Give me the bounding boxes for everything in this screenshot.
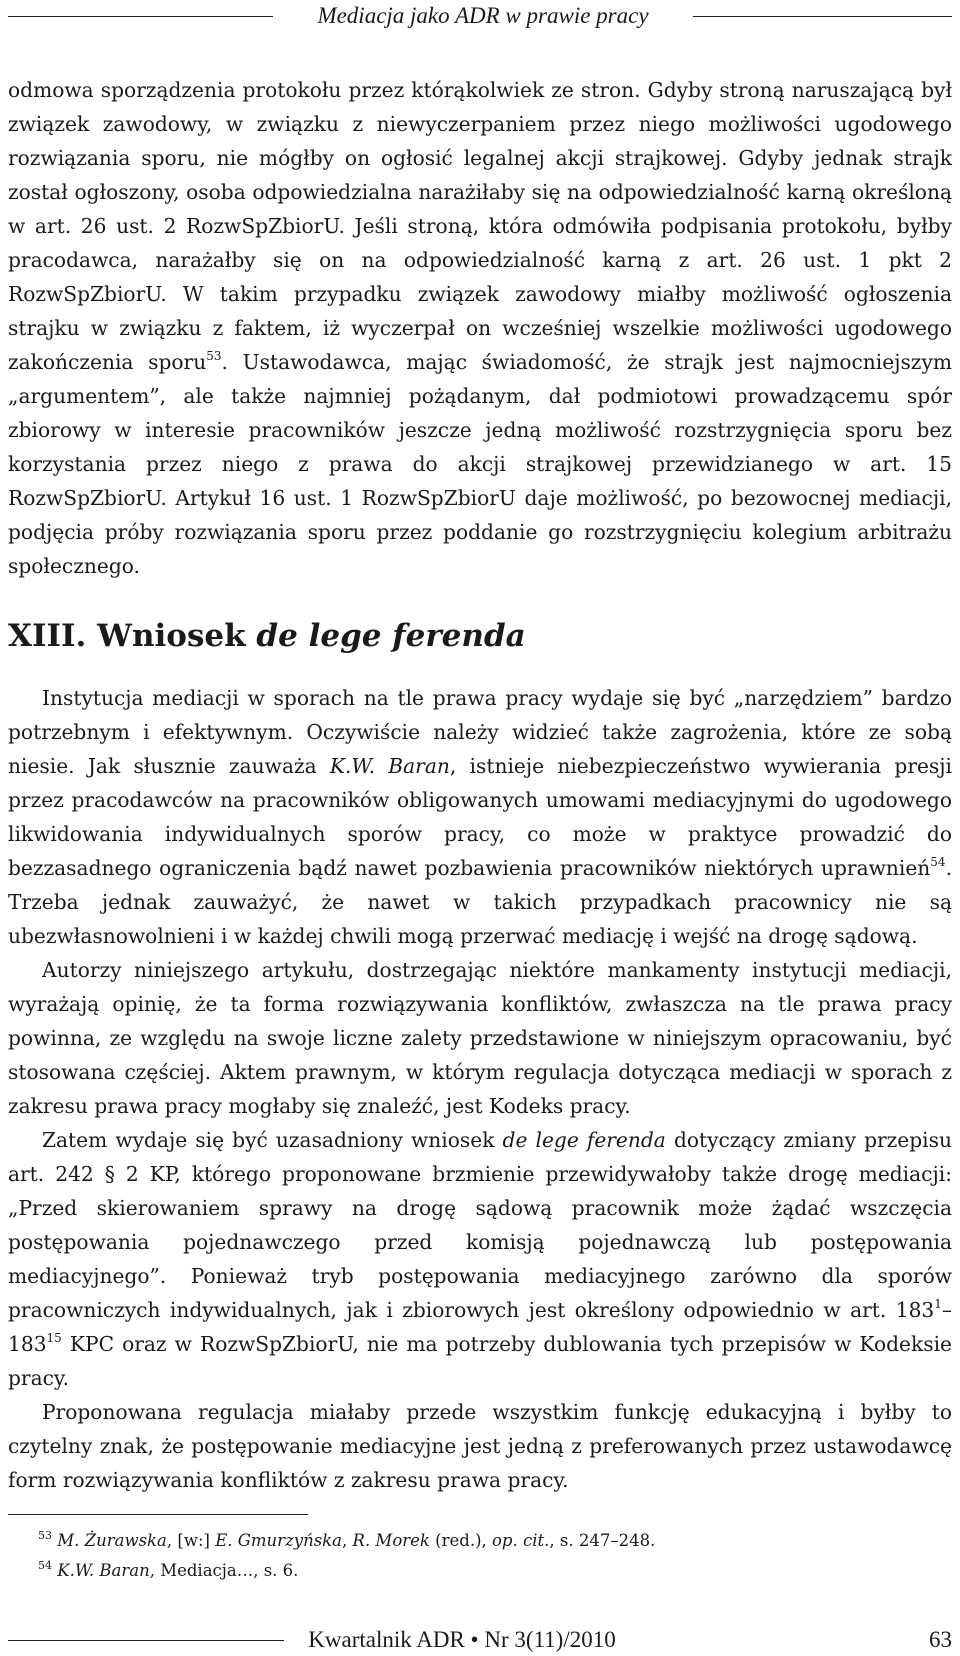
footnote-number: 53 xyxy=(38,1529,52,1542)
paragraph-4-italic: de lege ferenda xyxy=(502,1128,666,1152)
paragraph-3: Autorzy niniejszego artykułu, dostrzegając niektóre mankamenty instytucji mediacji, wyrażają opinię, że ta forma rozwiązywania konfliktów, zwłaszcza na tle prawa pracy powinna, ze względu na swoje liczne zalety przedstawione w niniejszym opracowaniu, być stosowana częściej. Aktem prawnym, w którym regulacja dotycząca mediacji w sporach z zakresu prawa pracy mogłaby się znaleźć, jest Kodeks pracy. xyxy=(8,958,952,1118)
footnote-author: M. Żurawska xyxy=(57,1531,167,1550)
paragraph-1-text-b: . Ustawodawca, mając świadomość, że strajk jest najmocniejszym „argumentem”, ale także najmniej pożądanym, dał podmiotowi prowadzącemu spór zbiorowy w interesie pracowników jeszcze jedną możliwość rozstrzygnięcia sporu bez korzystania przez niego z prawa do akcji strajkowej przewidzianego w art. 15 RozwSpZbiorU. Artykuł 16 ust. 1 RozwSpZbiorU daje możliwość, po bezowocnej mediacji, podjęcia próby rozwiązania sporu przez poddanie go rozstrzygnięciu kolegium arbitrażu społecznego. xyxy=(8,350,952,578)
footer-rule xyxy=(8,1640,284,1641)
paragraph-2-text-c: . Trzeba jednak zauważyć, że nawet w takich przypadkach pracownicy nie są ubezwłasnowolnieni i w każdej chwili mogą przerwać mediację i wejść na drogę sądową. xyxy=(8,856,952,948)
footnote-text: , s. 247–248. xyxy=(549,1531,656,1550)
body-text xyxy=(8,73,952,1497)
footnote-ref-53: 53 xyxy=(206,349,222,363)
footnote-text: , [w:] xyxy=(166,1531,216,1550)
footer-journal: Kwartalnik ADR • Nr 3(11)/2010 xyxy=(308,1627,616,1652)
footnote-author: R. Morek xyxy=(352,1531,430,1550)
paragraph-4 xyxy=(8,1123,952,1395)
footnote-rule xyxy=(8,1514,308,1515)
paragraph-2-text-a: Instytucja mediacji w sporach na tle prawa pracy wydaje się być „narzędziem” bardzo potrzebnym i efektywnym. Oczywiście należy widzieć także zagrożenia, które ze sobą niesie. Jak słusznie zauważa xyxy=(8,686,952,778)
footnote-54 xyxy=(38,1556,938,1586)
footnotes xyxy=(38,1526,938,1586)
header-rule-left xyxy=(8,16,273,17)
author-name: K.W. Baran xyxy=(329,754,450,778)
paragraph-4-text-a: Zatem wydaje się być uzasadniony wniosek xyxy=(42,1128,503,1152)
paragraph-2 xyxy=(8,681,952,953)
page-number: 63 xyxy=(929,1627,952,1652)
superscript-15: 15 xyxy=(46,1331,62,1345)
superscript-1: 1 xyxy=(934,1297,942,1311)
footnote-number: 54 xyxy=(38,1559,52,1572)
footnote-text: , xyxy=(342,1531,353,1550)
section-heading-italic: de lege ferenda xyxy=(256,618,526,654)
section-heading-number: XIII. Wniosek xyxy=(8,618,257,654)
footnote-ref-54: 54 xyxy=(930,855,946,869)
footnote-text: (red.), xyxy=(429,1531,492,1550)
running-head xyxy=(8,0,952,34)
paragraph-5: Proponowana regulacja miałaby przede wszystkim funkcję edukacyjną i byłby to czytelny znak, że postępowanie mediacyjne jest jedną z preferowanych przez ustawodawcę form rozwiązywania konfliktów z zakresu prawa pracy. xyxy=(8,1400,952,1492)
section-heading xyxy=(8,612,952,660)
paragraph-4-text-c: –183 xyxy=(8,1298,952,1356)
footnote-author: E. Gmurzyńska xyxy=(215,1531,343,1550)
footnote-citation: op. cit. xyxy=(492,1531,550,1550)
paragraph-1-text-a: odmowa sporządzenia protokołu przez którąkolwiek ze stron. Gdyby stroną naruszającą był związek zawodowy, w związku z niewyczerpaniem przez niego możliwości ugodowego rozwiązania sporu, nie mógłby on ogłosić legalnej akcji strajkowej. Gdyby jednak strajk został ogłoszony, osoba odpowiedzialna narażiłaby się na odpowiedzialność karną określoną w art. 26 ust. 2 RozwSpZbiorU. Jeśli stroną, która odmówiła podpisania protokołu, byłby pracodawca, narażałby się on na odpowiedzialność karną z art. 26 ust. 1 pkt 2 RozwSpZbiorU. W takim przypadku związek zawodowy miałby możliwość ogłoszenia strajku w związku z faktem, iż wyczerpał on wcześniej wszelkie możliwości ugodowego zakończenia sporu xyxy=(8,78,952,374)
paragraph-2-text-b: , istnieje niebezpieczeństwo wywierania presji przez pracodawców na pracowników obligowanych umowami mediacyjnymi do ugodowego likwidowania indywidualnych sporów pracy, co może w praktyce prowadzić do bezzasadnego ograniczenia bądź nawet pozbawienia pracowników niektórych uprawnień xyxy=(8,754,953,880)
footnote-author: K.W. Baran xyxy=(57,1561,150,1580)
header-rule-right xyxy=(693,16,952,17)
paragraph-1 xyxy=(8,73,952,583)
paragraph-4-text-b: dotyczący zmiany przepisu art. 242 § 2 KP, którego proponowane brzmienie przewidywałoby także drogę mediacji: „Przed skierowaniem sprawy na drogę sądową pracownik może żądać wszczęcia postępowania pojednawczego przed komisją pojednawczą lub postępowania mediacyjnego”. Ponieważ tryb postępowania mediacyjnego zarówno dla sporów pracowniczych indywidualnych, jak i zbiorowych jest określony odpowiednio w art. 183 xyxy=(8,1128,952,1322)
footnote-text: , Mediacja…, s. 6. xyxy=(149,1561,299,1580)
footnote-53 xyxy=(38,1526,938,1556)
running-title: Mediacja jako ADR w prawie pracy xyxy=(317,3,649,28)
paragraph-4-text-d: KPC oraz w RozwSpZbiorU, nie ma potrzeby dublowania tych przepisów w Kodeksie pracy. xyxy=(8,1332,952,1390)
